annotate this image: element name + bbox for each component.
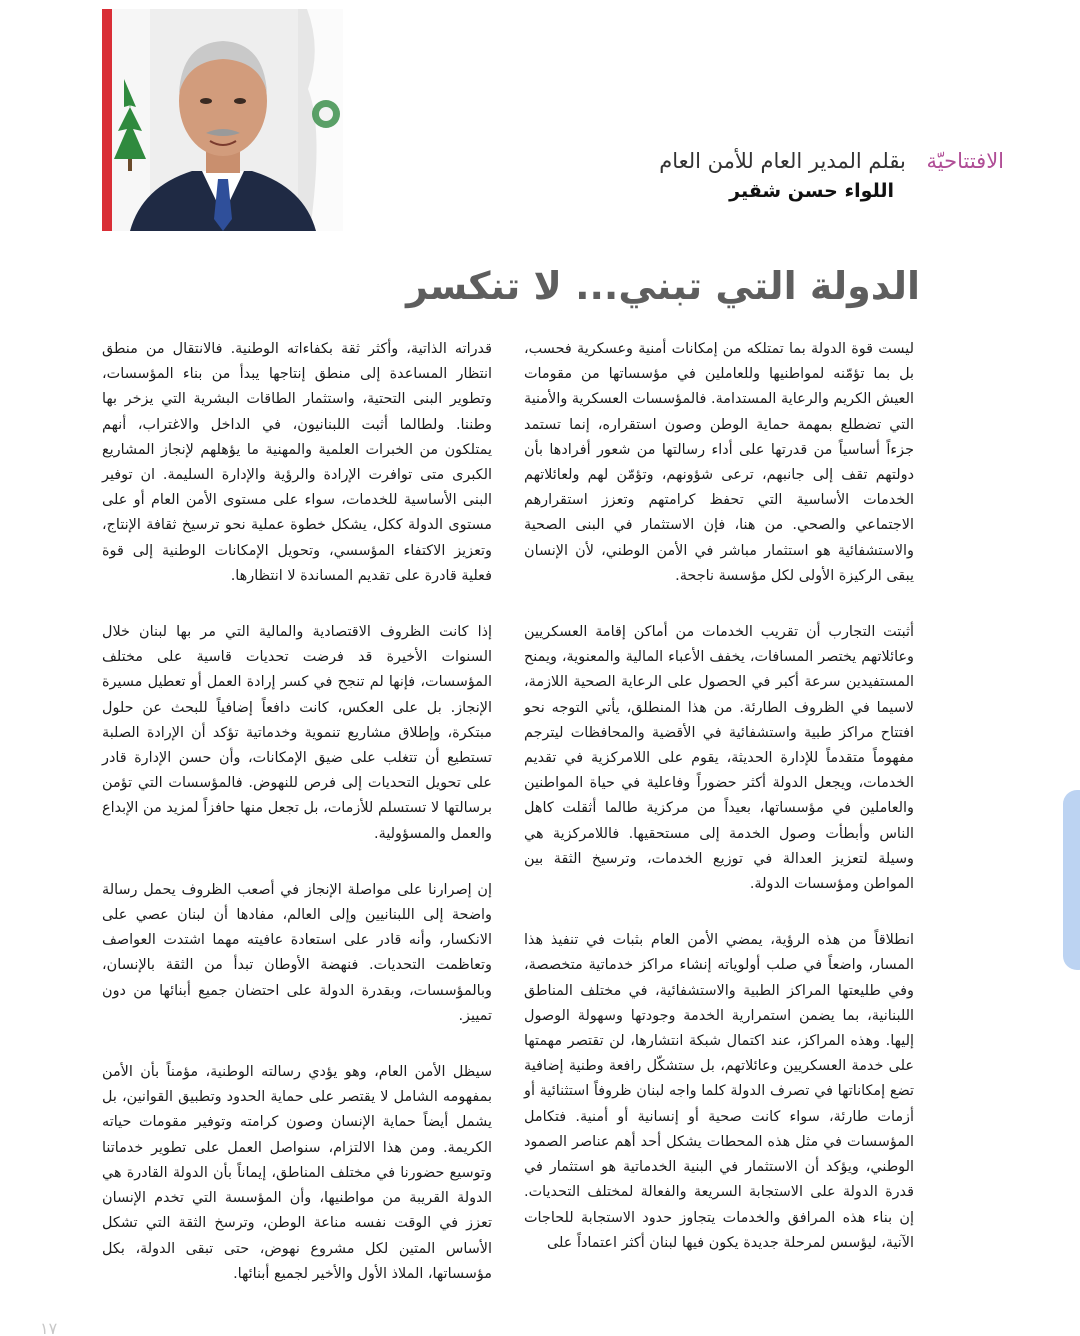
left-eye [200, 98, 212, 104]
right-eye [234, 98, 246, 104]
paragraph: قدراته الذاتية، وأكثر ثقة بكفاءاته الوطنية. فالانتقال من منطق انتظار المساعدة إلى منطق إنتاجها يبدأ من بناء المؤسسات، وتطوير البنى التحتية، واستثمار الطاقات البشرية التي يزخر بها وطننا. ولطالما أثبت اللبنانيون، في الداخل والاغتراب، أنهم يمتلكون من الخبرات العلمية والمهنية ما يؤهلهم لإنجاز المشاريع الكبرى متى توافرت الإرادة والرؤية والإدارة السليمة. ان توفير البنى الأساسية للخدمات، سواء على مستوى الأمن العام أو على مستوى الدولة ككل، يشكل خطوة عملية نحو ترسيخ ثقافة الإنتاج، وتعزيز الاكتفاء المؤسسي، وتحويل الإمكانات الوطنية إلى قوة فعلية قادرة على تقديم المساندة لا انتظارها. [102, 341, 492, 584]
paragraph: ليست قوة الدولة بما تمتلكه من إمكانات أمنية وعسكرية فحسب، بل بما تؤمّنه لمواطنيها وللعاملين في مؤسساتها من مقومات العيش الكريم والرعاية المستدامة. فالمؤسسات العسكرية والأمنية التي تضطلع بمهمة حماية الوطن وصون استقراره، إنما تستمد جزءاً أساسياً من قدرتها على أداء رسالتها من شعور أفرادها بأن دولتهم تقف إلى جانبهم، ترعى شؤونهم، وتؤمّن لهم ولعائلاتهم الخدمات الأساسية التي تحفظ كرامتهم وتعزز استقرارهم الاجتماعي والصحي. من هنا، فإن الاستثمار في البنى الصحية والاستشفائية هو استثمار مباشر في الأمن الوطني، لأن الإنسان يبقى الركيزة الأولى لكل مؤسسة ناجحة. [524, 341, 914, 584]
article-column-right [524, 337, 914, 1287]
page-number: ١٧ [40, 1322, 58, 1336]
author-portrait [102, 9, 343, 231]
article-column-left [102, 337, 492, 1318]
side-scroll-tab[interactable] [1063, 790, 1080, 970]
paragraph: إن إصرارنا على مواصلة الإنجاز في أصعب الظروف يحمل رسالة واضحة إلى اللبنانيين وإلى العالم، مفادها أن لبنان عصي على الانكسار، وأنه قادر على استعادة عافيته مهما اشتدت العواصف وتعاظمت التحديات. فنهضة الأوطان تبدأ من الثقة بالإنسان، وبالمؤسسات، وبقدرة الدولة على احتضان جميع أبنائها من دون تمييز. [102, 881, 492, 1024]
paragraph: أثبتت التجارب أن تقريب الخدمات من أماكن إقامة العسكريين وعائلاتهم يختصر المسافات، يخفف الأعباء المالية والمعنوية، ويمنح المستفيدين سرعة أكبر في الحصول على الرعاية الصحية اللازمة، لاسيما في الظروف الطارئة. من هذا المنطلق، يأتي التوجه نحو افتتاح مراكز طبية واستشفائية في الأقضية والمحافظات ليترجم مفهوماً متقدماً للإدارة الحديثة، يقوم على اللامركزية في تقديم الخدمات، ويجعل الدولة أكثر حضوراً وفاعلية في حياة المواطنين والعاملين في مؤسساتها، بعيداً من مركزية طالما أثقلت كاهل الناس وأبطأت وصول الخدمة إلى مستحقيها. فاللامركزية هي وسيلة لتعزيز العدالة في توزيع الخدمات، وترسيخ الثقة بين المواطن ومؤسسات الدولة. [524, 624, 914, 893]
article-kicker [500, 148, 1004, 174]
paragraph: انطلاقاً من هذه الرؤية، يمضي الأمن العام بثبات في تنفيذ هذا المسار، واضعاً في صلب أولوياته إنشاء مراكز خدماتية متخصصة، وفي طليعتها المراكز الطبية والاستشفائية، في مختلف المناطق اللبنانية، بما يضمن استمرارية الخدمة وجودتها وسهولة الوصول إليها. وهذه المراكز، عند اكتمال شبكة انتشارها، لن تقتصر مهمتها على خدمة العسكريين وعائلاتهم، بل ستشكّل رافعة وطنية إضافية تضع إمكاناتها في تصرف الدولة كلما واجه لبنان ظروفاً استثنائية أو أزمات طارئة، سواء كانت صحية أو إنسانية أو أمنية. فتكامل المؤسسات في مثل هذه المحطات يشكل أحد أهم عناصر الصمود الوطني، ويؤكد أن الاستثمار في البنية الخدماتية هو استثمار في قدرة الدولة على الاستجابة السريعة والفعالة لمختلف التحديات. إن بناء هذه المرافق والخدمات يتجاوز حدود الاستجابة للحاجات الآنية، ليؤسس لمرحلة جديدة يكون فيها لبنان أكثر اعتماداً على [524, 932, 914, 1251]
portrait-illustration [102, 9, 343, 231]
byline: بقلم المدير العام للأمن العام [659, 149, 906, 173]
lebanese-flag-left [102, 9, 150, 231]
article-headline: الدولة التي تبني... لا تنكسر [406, 264, 920, 308]
author-name: اللواء حسن شقير [729, 180, 894, 202]
institution-flag-right [298, 9, 343, 231]
paragraph: إذا كانت الظروف الاقتصادية والمالية التي مر بها لبنان خلال السنوات الأخيرة قد فرضت تحديات قاسية على مختلف المؤسسات، فإنها لم تنجح في كسر إرادة العمل أو تعطيل مسيرة الإنجاز. بل على العكس، كانت دافعاً إضافياً للبحث عن حلول مبتكرة، وإطلاق مشاريع تنموية وخدماتية تؤكد أن الإرادة الصلبة تستطيع أن تتغلب على ضيق الإمكانات، وأن حسن الإدارة قادر على تحويل التحديات إلى فرص للنهوض. فالمؤسسات التي تؤمن برسالتها لا تستسلم للأزمات، بل تجعل منها حافزاً لمزيد من الإبداع والعمل والمسؤولية. [102, 624, 492, 842]
paragraph: سيظل الأمن العام، وهو يؤدي رسالته الوطنية، مؤمناً بأن الأمن بمفهومه الشامل لا يقتصر على حماية الحدود وتطبيق القوانين، بل يشمل أيضاً حماية الإنسان وصون كرامته وتوفير مقومات حياته الكريمة. ومن هذا الالتزام، سنواصل العمل على تطوير خدماتنا وتوسيع حضورنا في مختلف المناطق، إيماناً بأن الدولة القادرة هي الدولة القريبة من مواطنيها، وأن المؤسسة التي تخدم الإنسان تعزز في الوقت نفسه مناعة الوطن، وترسخ الثقة التي تشكل الأساس المتين لكل مشروع نهوض، حتى تبقى الدولة، بكل مؤسساتها، الملاذ الأول والأخير لجميع أبنائها. [102, 1064, 492, 1282]
section-label: الافتتاحيّة [926, 149, 1004, 173]
